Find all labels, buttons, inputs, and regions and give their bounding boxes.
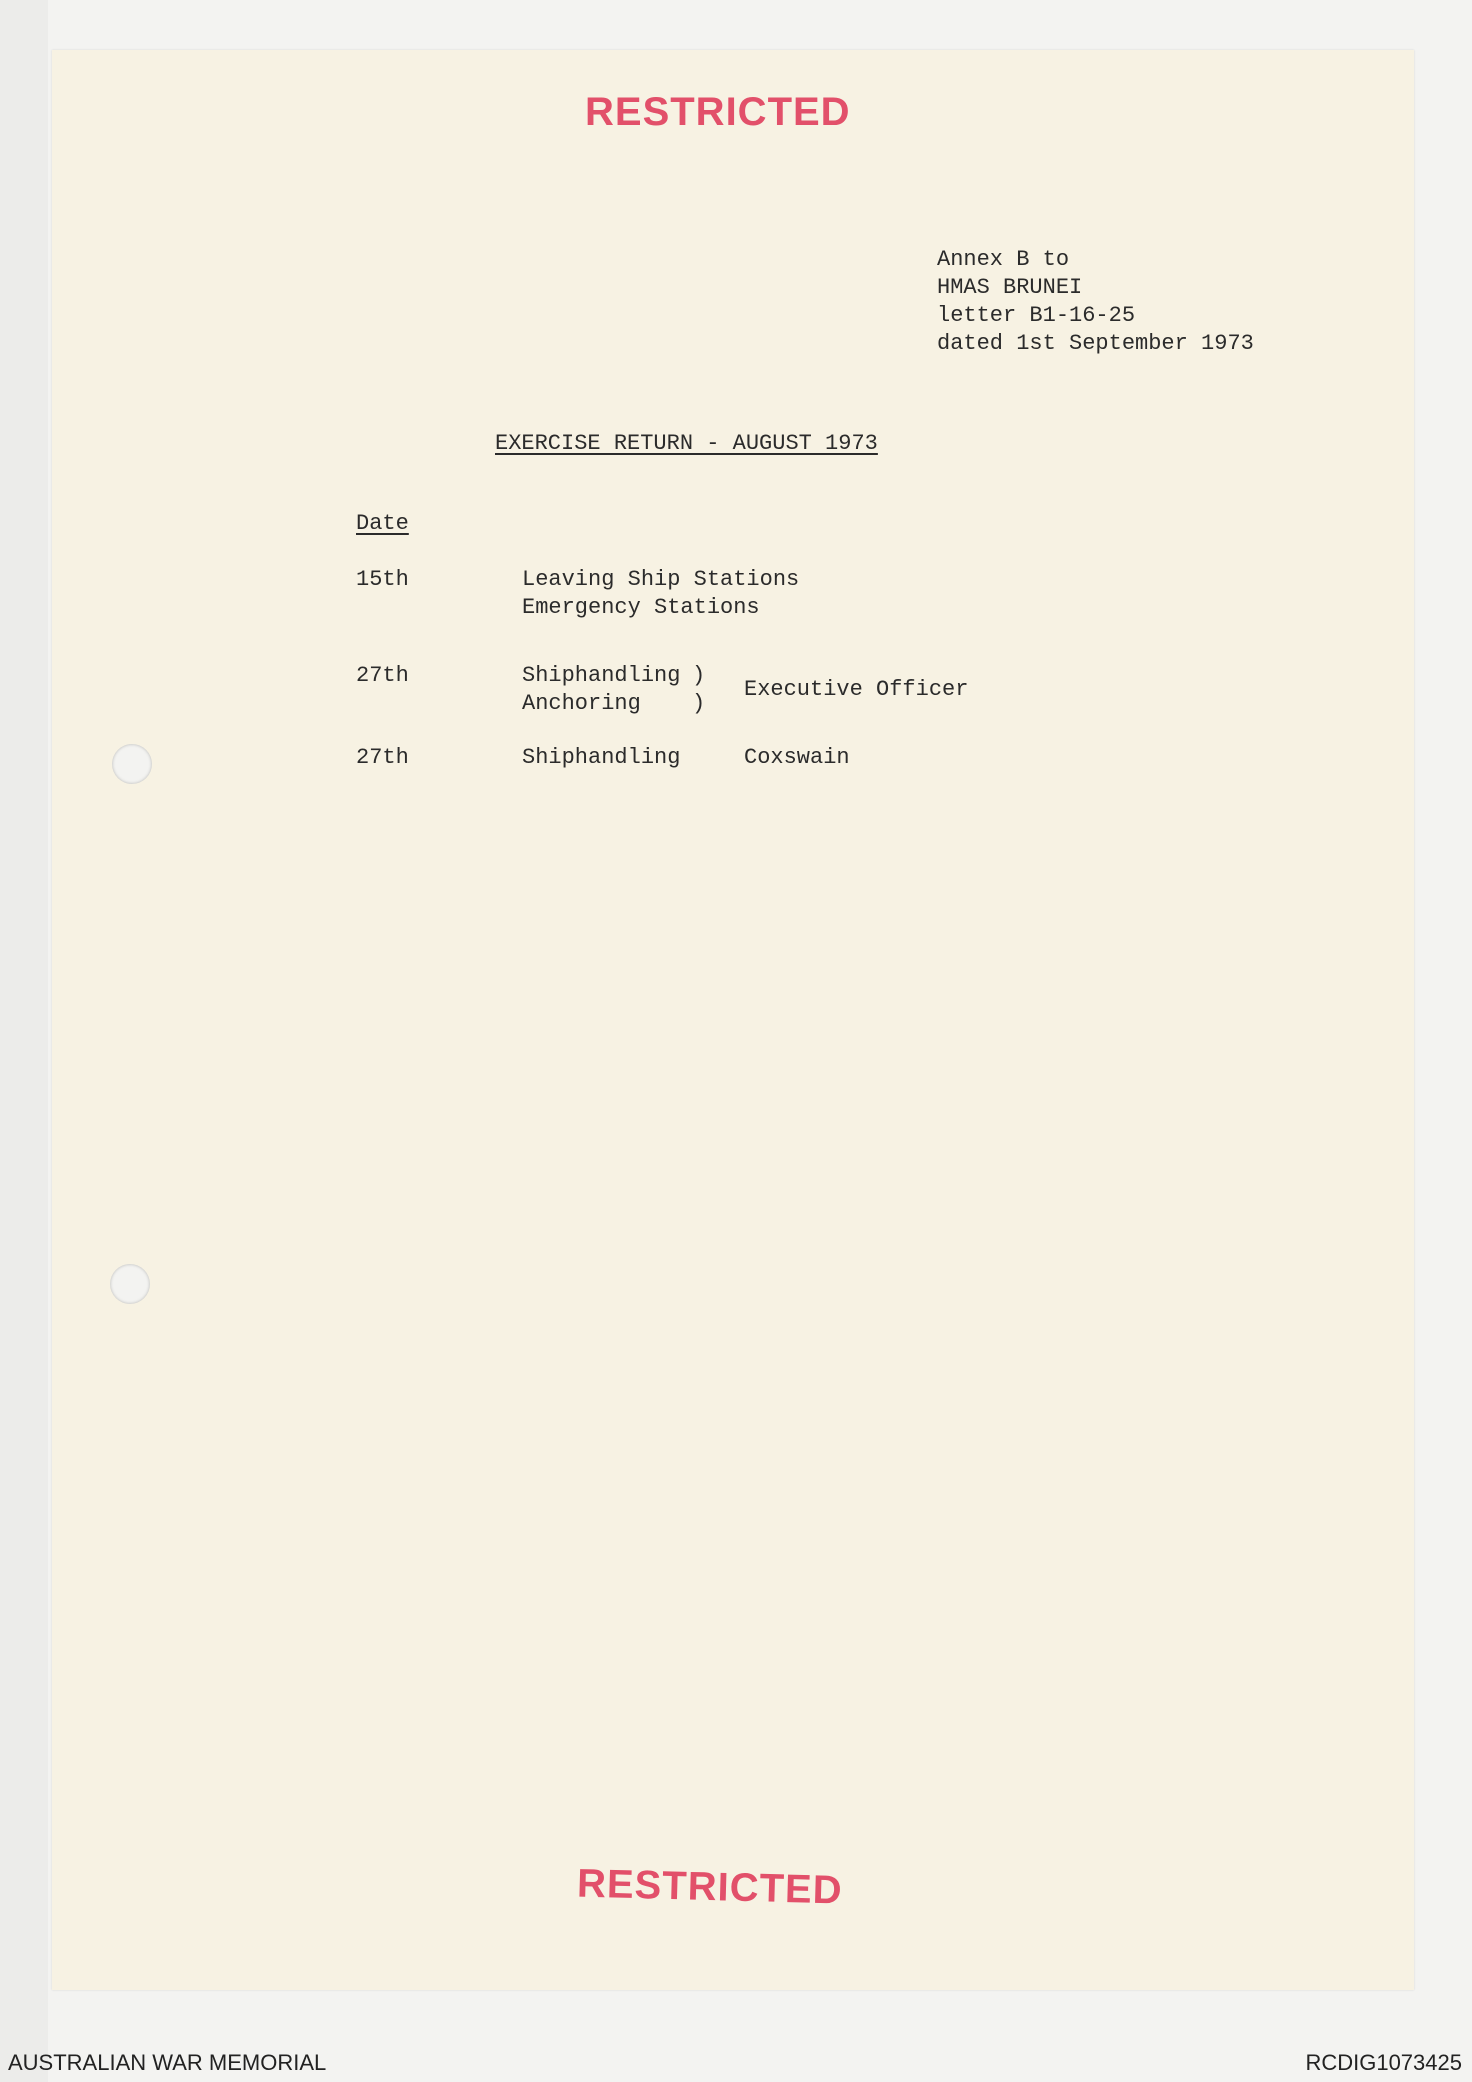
annex-line: letter B1-16-25 (937, 303, 1136, 328)
row-conducted-by: Coxswain (744, 745, 850, 770)
bracket-mark: ) (692, 691, 706, 716)
exercise-item: Anchoring (522, 691, 641, 716)
bracket-group (692, 662, 705, 718)
punch-hole (112, 744, 152, 784)
row-date: 27th (356, 663, 409, 688)
annex-line: HMAS BRUNEI (937, 275, 1083, 300)
bracket-mark: ) (692, 663, 706, 688)
exercise-item: Emergency Stations (522, 595, 760, 620)
document-heading: EXERCISE RETURN - AUGUST 1973 (495, 431, 878, 456)
date-column-header: Date (356, 511, 409, 536)
exercise-item: Leaving Ship Stations (522, 567, 800, 592)
row-exercises (522, 662, 680, 718)
scan-margin (0, 0, 48, 2082)
row-date: 27th (356, 745, 409, 770)
restricted-stamp-bottom: RESTRICTED (576, 1861, 844, 1913)
row-exercises (522, 566, 799, 622)
document-page (52, 50, 1414, 1990)
exercise-item: Shiphandling (522, 663, 681, 688)
annex-line: Annex B to (937, 247, 1070, 272)
exercise-item: Shiphandling (522, 745, 681, 770)
annex-line: dated 1st September 1973 (937, 331, 1254, 356)
archive-identifier: RCDIG1073425 (1305, 2050, 1462, 2075)
archive-credit: AUSTRALIAN WAR MEMORIAL (8, 2050, 327, 2075)
row-conducted-by: Executive Officer (744, 677, 969, 702)
annex-reference (937, 246, 1254, 358)
punch-hole (110, 1264, 150, 1304)
row-exercises (522, 744, 680, 772)
row-date: 15th (356, 567, 409, 592)
restricted-stamp-top: RESTRICTED (585, 90, 851, 134)
